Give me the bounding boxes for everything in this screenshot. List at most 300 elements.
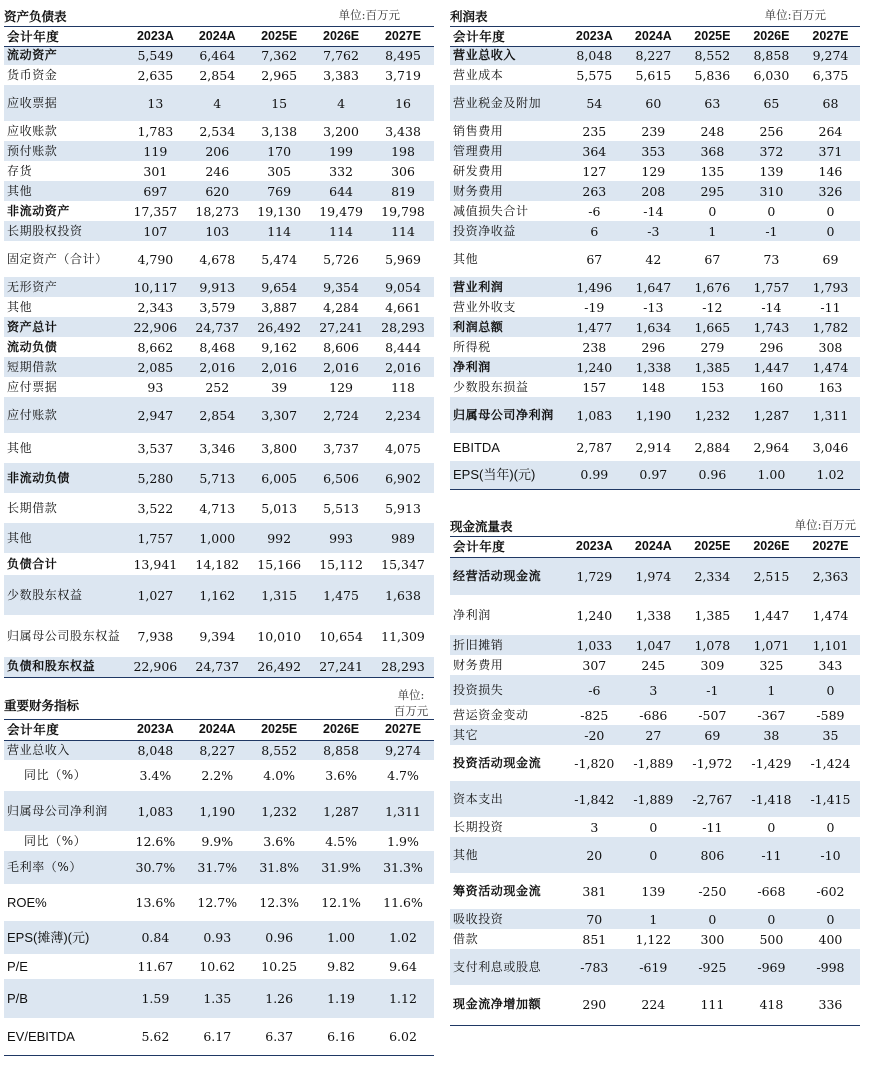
row-label: EBITDA [453,439,500,455]
value-cell: 2,363 [801,557,860,595]
value-cell: 8,227 [624,46,683,65]
value-cell: 4,678 [199,251,236,267]
column-header-year: 2023A [124,720,186,740]
column-header-year: 2026E [310,720,372,740]
value-cell: 2,854 [186,397,248,433]
value-cell: -589 [816,707,845,723]
table-row [4,241,434,277]
value-cell: 2,334 [683,557,742,595]
value-cell: 38 [742,725,801,745]
row-label: 管理费用 [450,141,565,161]
value-cell: 8,048 [565,46,624,65]
row-label: 净利润 [453,607,491,622]
value-cell: 70 [565,909,624,929]
value-cell: -3 [624,221,683,241]
value-cell: 26,492 [248,317,310,337]
value-cell: 18,273 [195,203,240,219]
value-cell: 114 [248,221,310,241]
value-cell: -1,889 [624,781,683,817]
row-label: 同比（%） [24,833,87,848]
value-cell: 992 [248,523,310,553]
value-cell: 9,274 [801,46,860,65]
value-cell: 2,085 [124,357,186,377]
row-label: 减值损失合计 [453,203,529,218]
value-cell: 13 [124,85,186,121]
value-cell: 28,293 [372,317,434,337]
column-header-year: 2023A [565,27,624,46]
row-label: 投资净收益 [450,221,565,241]
value-cell: 54 [565,85,624,121]
column-header-year: 2025E [683,537,742,557]
value-cell: 2,016 [372,357,434,377]
table-row [4,954,434,979]
row-label: 应收票据 [4,85,124,121]
value-cell: 307 [582,657,607,673]
value-cell: -1,842 [565,781,624,817]
header-row [450,27,860,46]
column-header-year: 2024A [624,27,683,46]
cash-flow-table [450,537,860,1026]
value-cell: 8,495 [372,46,434,65]
value-cell: 163 [818,379,843,395]
value-cell: 1,083 [124,791,186,831]
value-cell: 1,782 [801,317,860,337]
value-cell: 139 [759,163,784,179]
value-cell: -250 [698,883,727,899]
value-cell: 28,293 [372,657,434,677]
value-cell: 4 [310,85,372,121]
row-label: 非流动资产 [7,203,71,218]
row-label: 所得税 [453,339,491,354]
row-label: 其他 [7,299,33,314]
value-cell: -998 [801,949,860,985]
balance-sheet-table [4,27,434,678]
value-cell: 2,016 [310,357,372,377]
value-cell: 19,479 [319,203,363,219]
value-cell: 39 [271,379,288,395]
value-cell: -969 [742,949,801,985]
row-label: 财务费用 [453,657,504,672]
value-cell: 9,354 [310,277,372,297]
row-label: 现金流净增加额 [450,985,565,1025]
value-cell: 1,475 [310,575,372,615]
value-cell: 69 [822,251,839,267]
value-cell: 1,101 [801,635,860,655]
value-cell: 3,383 [323,67,359,83]
value-cell: 8,227 [186,740,248,760]
value-cell: 1.9% [387,833,419,849]
value-cell: 1,338 [635,607,672,623]
table-row [450,181,860,201]
value-cell: 0 [708,203,717,219]
value-cell: 4 [186,85,248,121]
value-cell: 418 [742,985,801,1025]
value-cell: -1,424 [810,755,851,771]
value-cell: 6,030 [753,67,790,83]
value-cell: 332 [329,163,353,179]
value-cell: 0 [683,909,742,929]
value-cell: 1.12 [372,979,434,1018]
value-cell: 0 [801,909,860,929]
value-cell: -1,889 [633,755,674,771]
value-cell: 17,357 [133,203,178,219]
value-cell: 1.19 [310,979,372,1018]
value-cell: 3,438 [385,123,421,139]
row-label: 短期借款 [4,357,124,377]
value-cell: 68 [801,85,860,121]
panel-title: 重要财务指标 [4,698,80,713]
table-row [4,317,434,337]
row-label: 投资损失 [450,675,565,705]
value-cell: -1 [742,221,801,241]
value-cell: 309 [700,657,725,673]
value-cell: 1,190 [186,791,248,831]
value-cell: 129 [641,163,666,179]
value-cell: 129 [329,379,353,395]
value-cell: 2,947 [124,397,186,433]
value-cell: 3 [624,675,683,705]
value-cell: 1,793 [801,277,860,297]
table-row [450,557,860,595]
table-row [450,725,860,745]
value-cell: 993 [310,523,372,553]
value-cell: 1,783 [137,123,174,139]
value-cell: 381 [582,883,607,899]
table-row [450,949,860,985]
value-cell: 245 [641,657,666,673]
table-row [450,397,860,433]
value-cell: 3.6% [325,768,357,783]
value-cell: 1.02 [372,921,434,954]
value-cell: 500 [759,931,784,947]
row-label: P/B [4,979,124,1018]
row-label: 营业总收入 [450,46,565,65]
value-cell: -2,767 [683,781,742,817]
value-cell: 1,190 [624,397,683,433]
table-row [4,523,434,553]
table-row [4,297,434,317]
row-label: 归属母公司净利润 [450,397,565,433]
value-cell: 119 [124,141,186,161]
value-cell: 3,307 [248,397,310,433]
value-cell: 989 [372,523,434,553]
value-cell: 336 [801,985,860,1025]
value-cell: 60 [624,85,683,121]
value-cell: 1,743 [742,317,801,337]
value-cell: 31.9% [310,851,372,884]
value-cell: 3.4% [139,768,172,783]
table-row [4,740,434,760]
value-cell: 9.64 [389,959,417,974]
table-row [450,221,860,241]
value-cell: 1,474 [801,357,860,377]
value-cell: 1,447 [742,357,801,377]
table-row [450,297,860,317]
column-header-year: 2024A [186,27,248,46]
value-cell: -20 [565,725,624,745]
value-cell: 368 [683,141,742,161]
value-cell: 295 [683,181,742,201]
value-cell: 851 [582,931,607,947]
value-cell: 12.6% [135,833,176,849]
row-label: 研发费用 [453,163,504,178]
value-cell: 246 [205,163,230,179]
value-cell: 290 [565,985,624,1025]
key-indicators-table [4,720,434,1056]
value-cell: 2.2% [201,768,234,783]
value-cell: 8,858 [310,740,372,760]
row-label: 财务费用 [450,181,565,201]
value-cell: 4,661 [385,299,421,315]
value-cell: 697 [124,181,186,201]
value-cell: 1.26 [248,979,310,1018]
value-cell: 118 [391,379,415,395]
table-row [4,85,434,121]
table-row [4,831,434,851]
value-cell: 1,638 [372,575,434,615]
value-cell: 0.96 [248,921,310,954]
value-cell: 6 [565,221,624,241]
balance-sheet-panel [4,4,434,675]
value-cell: 114 [310,221,372,241]
value-cell: 264 [818,123,843,139]
value-cell: 364 [565,141,624,161]
value-cell: 11.6% [383,895,423,910]
value-cell: 9,162 [261,339,298,355]
row-label: 投资活动现金流 [453,755,542,770]
value-cell: 1,162 [186,575,248,615]
value-cell: 1,665 [683,317,742,337]
value-cell: 14,182 [195,556,240,572]
table-row [450,377,860,397]
row-label: 其他 [450,837,565,873]
value-cell: 326 [801,181,860,201]
value-cell: 93 [147,379,164,395]
value-cell: 3,138 [261,123,298,139]
value-cell: 160 [759,379,784,395]
value-cell: 15,166 [257,556,302,572]
table-row [450,675,860,705]
value-cell: 114 [372,221,434,241]
value-cell: 35 [801,725,860,745]
value-cell: 1,311 [372,791,434,831]
value-cell: 1,974 [624,557,683,595]
value-cell: 3,537 [137,440,174,456]
value-cell: 6.17 [186,1018,248,1055]
value-cell: 644 [310,181,372,201]
table-row [4,657,434,677]
value-cell: 42 [645,251,662,267]
value-cell: 6.16 [310,1018,372,1055]
value-cell: 7,362 [248,46,310,65]
value-cell: 10,654 [319,628,363,644]
value-cell: -11 [820,299,841,315]
value-cell: 8,552 [683,46,742,65]
value-cell: 1,338 [624,357,683,377]
table-row [450,595,860,635]
value-cell: 7,762 [310,46,372,65]
value-cell: 5,280 [124,463,186,493]
row-label: EPS(当年)(元) [450,461,565,489]
value-cell: 1,315 [248,575,310,615]
header-row [450,537,860,557]
value-cell: 31.8% [248,851,310,884]
value-cell: 208 [624,181,683,201]
value-cell: 7,938 [137,628,174,644]
value-cell: 1,385 [683,357,742,377]
value-cell: 325 [759,657,784,673]
value-cell: 353 [624,141,683,161]
value-cell: -825 [580,707,609,723]
header-row [4,720,434,740]
row-label: 长期股权投资 [4,221,124,241]
value-cell: 2,016 [248,357,310,377]
value-cell: 19,798 [381,203,425,219]
value-cell: 8,444 [385,339,421,355]
table-row [450,985,860,1025]
value-cell: 11.67 [137,959,174,974]
value-cell: 1.00 [310,921,372,954]
row-label: 归属母公司净利润 [4,791,124,831]
table-row [4,615,434,657]
value-cell: 9,054 [372,277,434,297]
value-cell: 4,790 [137,251,174,267]
value-cell: 3,800 [261,440,298,456]
value-cell: 2,724 [310,397,372,433]
panel-title: 资产负债表 [4,9,67,24]
row-label: 流动负债 [7,339,58,354]
value-cell: 301 [143,163,168,179]
row-label: 固定资产（合计） [7,251,108,266]
value-cell: 1.59 [124,979,186,1018]
value-cell: 3,200 [323,123,359,139]
value-cell: 1.00 [742,461,801,489]
value-cell: 27,241 [310,317,372,337]
row-label: 筹资活动现金流 [453,883,542,898]
value-cell: 0 [767,203,776,219]
unit-label: 单位:百万元 [794,518,856,532]
value-cell: 1.35 [186,979,248,1018]
value-cell: 6.37 [248,1018,310,1055]
value-cell: 6,902 [372,463,434,493]
value-cell: 6,005 [248,463,310,493]
column-header-year: 2026E [742,27,801,46]
value-cell: 1 [683,221,742,241]
value-cell: 0 [826,819,835,835]
column-header-year: 2027E [372,720,434,740]
row-label: 营业税金及附加 [450,85,565,121]
table-row [4,433,434,463]
unit-label: 单位:百万元 [393,688,429,718]
row-label: 负债合计 [7,556,58,571]
table-row [450,46,860,65]
value-cell: 1,757 [124,523,186,553]
value-cell: 5.62 [124,1018,186,1055]
value-cell: -783 [565,949,624,985]
value-cell: 252 [205,379,230,395]
value-cell: 9,394 [199,628,236,644]
row-label: 毛利率（%） [4,851,124,884]
value-cell: -13 [643,299,664,315]
row-label: 存货 [7,163,33,178]
value-cell: 65 [742,85,801,121]
table-row [450,121,860,141]
value-cell: 2,884 [694,439,731,455]
value-cell: 2,234 [372,397,434,433]
row-label: 营业利润 [450,277,565,297]
value-cell: 0.84 [124,921,186,954]
value-cell: 135 [700,163,725,179]
value-cell: 300 [700,931,725,947]
row-label: 折旧摊销 [450,635,565,655]
column-header-year: 2027E [801,27,860,46]
value-cell: 2,787 [576,439,613,455]
value-cell: 620 [186,181,248,201]
table-row [450,141,860,161]
value-cell: -11 [742,837,801,873]
value-cell: 0.96 [683,461,742,489]
value-cell: 15 [248,85,310,121]
value-cell: 8,858 [742,46,801,65]
value-cell: 3,522 [137,500,174,516]
value-cell: 1,385 [694,607,731,623]
table-row [450,705,860,725]
table-row [4,851,434,884]
row-label: 非流动负债 [4,463,124,493]
column-header-label: 会计年度 [4,27,124,46]
value-cell: 153 [700,379,725,395]
column-header-label: 会计年度 [450,537,565,557]
value-cell: 4,284 [323,299,359,315]
value-cell: 1,232 [248,791,310,831]
row-label: 资产总计 [4,317,124,337]
value-cell: 127 [582,163,607,179]
value-cell: 103 [186,221,248,241]
value-cell: 1,027 [124,575,186,615]
row-label: 其他 [7,440,33,455]
value-cell: 12.1% [321,895,361,910]
value-cell: 1,232 [683,397,742,433]
row-label: 借款 [453,931,479,946]
value-cell: 9,654 [248,277,310,297]
value-cell: 4,713 [199,500,236,516]
value-cell: 198 [372,141,434,161]
value-cell: 157 [582,379,607,395]
value-cell: 8,468 [199,339,236,355]
column-header-year: 2026E [310,27,372,46]
value-cell: 69 [683,725,742,745]
value-cell: -1,418 [742,781,801,817]
value-cell: 1,447 [753,607,790,623]
value-cell: 3,887 [261,299,298,315]
value-cell: 8,048 [124,740,186,760]
value-cell: -14 [643,203,664,219]
value-cell: 4.0% [263,768,296,783]
value-cell: 2,534 [199,123,236,139]
row-label: 销售费用 [453,123,504,138]
value-cell: 2,343 [137,299,174,315]
value-cell: 0 [624,837,683,873]
table-row [450,655,860,675]
row-label: 应付票据 [7,379,58,394]
value-cell: 27 [624,725,683,745]
value-cell: 15,112 [319,556,363,572]
value-cell: 296 [759,339,784,355]
column-header-year: 2025E [683,27,742,46]
value-cell: 20 [565,837,624,873]
value-cell: 170 [248,141,310,161]
value-cell: 3,579 [199,299,236,315]
